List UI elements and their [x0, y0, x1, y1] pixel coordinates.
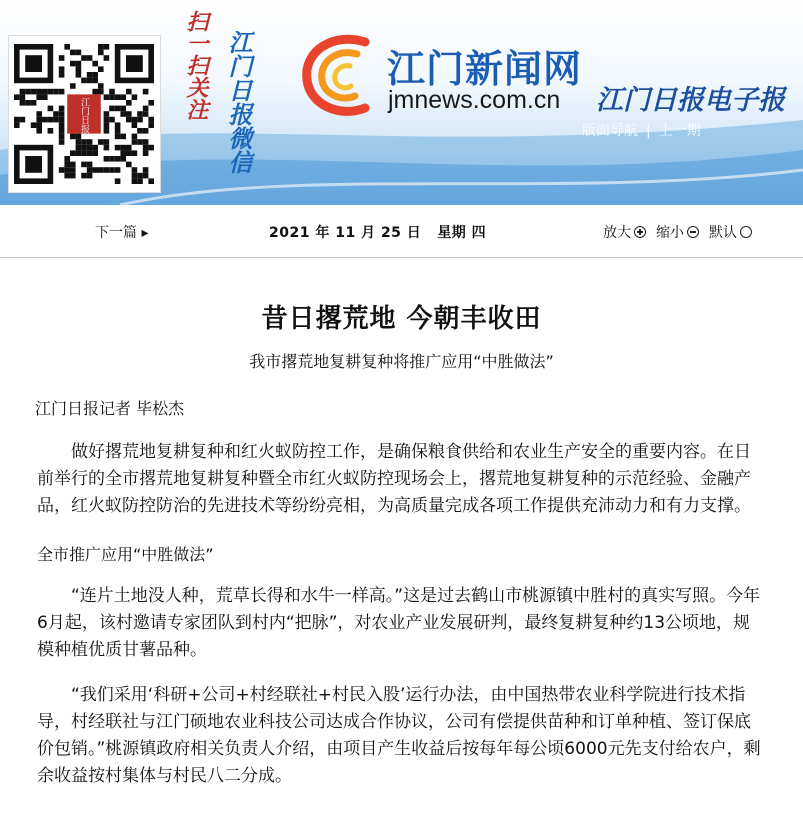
article-body: [0, 298, 803, 790]
scan-follow-text: 扫一扫关注: [183, 10, 209, 120]
svg-text:江门日报: 江门日报: [79, 97, 89, 134]
article-byline: 江门日报记者 毕松杰: [35, 399, 185, 418]
circle-icon: [740, 226, 752, 238]
plus-circle-icon: [634, 226, 646, 238]
site-url: jmnews.com.cn: [388, 86, 561, 114]
triangle-right-icon: ▸: [141, 225, 149, 241]
nav-separator: |: [646, 123, 651, 139]
issue-date: [269, 222, 502, 242]
article-section-heading: 全市推广应用“中胜做法”: [37, 545, 214, 564]
zoom-default-button[interactable]: [709, 222, 752, 242]
zoom-in-label: 放大: [603, 225, 631, 241]
zoom-out-label: 缩小: [656, 225, 684, 241]
next-article-link[interactable]: [95, 222, 148, 242]
masthead: [0, 0, 803, 205]
previous-issue-link[interactable]: 上一期: [658, 123, 701, 139]
site-name: 江门新闻网: [387, 47, 583, 91]
epaper-name: 江门日报电子报: [596, 85, 785, 116]
article-paragraph: 做好撂荒地复耕复种和红火蚁防控工作，是确保粮食供给和农业生产安全的重要内容。在日前举行的全市撂荒地复耕复种暨全市红火蚁防控现场会上，撂荒地复耕复种的示范经验、金融产品，红火蚁防控防治的先进技术等纷纷亮相，为高质量完成各项工作提供充沛动力和有力支撑。: [37, 442, 751, 516]
jmnews-logo-icon: [295, 30, 395, 120]
article-toolbar: [0, 205, 803, 258]
layout-nav-link[interactable]: 版面导航: [582, 123, 638, 139]
article-paragraph: “连片土地没人种，荒草长得和水牛一样高。”这是过去鹤山市桃源镇中胜村的真实写照。今年6月起，该村邀请专家团队到村内“把脉”，对农业产业发展研判，最终复耕复种约13公顷地，规模种植优质甘薯品种。: [37, 586, 761, 660]
article-subtitle: 我市撂荒地复耕复种将推广应用“中胜做法”: [249, 352, 554, 371]
next-article-label: 下一篇: [95, 225, 137, 241]
zoom-out-button[interactable]: [656, 222, 699, 242]
zoom-in-button[interactable]: [603, 222, 646, 242]
header-nav: [582, 120, 701, 140]
issue-weekday: 星期 四: [437, 225, 487, 241]
minus-circle-icon: [687, 226, 699, 238]
article-paragraph: “我们采用‘科研+公司+村经联社+村民入股’运行办法，由中国热带农业科学院进行技术指导，村经联社与江门硕地农业科技公司达成合作协议，公司有偿提供苗种和订单种植、签订保底价包销。”桃源镇政府相关负责人介绍，由项目产生收益后按每年每公顷6000元先支付给农户，剩余收益按村集体与村民八二分成。: [37, 685, 761, 786]
wechat-account-text: 江门日报微信: [224, 30, 253, 174]
article-title: 昔日撂荒地 今朝丰收田: [261, 304, 542, 334]
font-zoom-controls: [603, 222, 752, 242]
issue-date-text: 2021 年 11 月 25 日: [269, 225, 422, 241]
wechat-qr-code: [9, 36, 160, 192]
zoom-default-label: 默认: [709, 225, 737, 241]
